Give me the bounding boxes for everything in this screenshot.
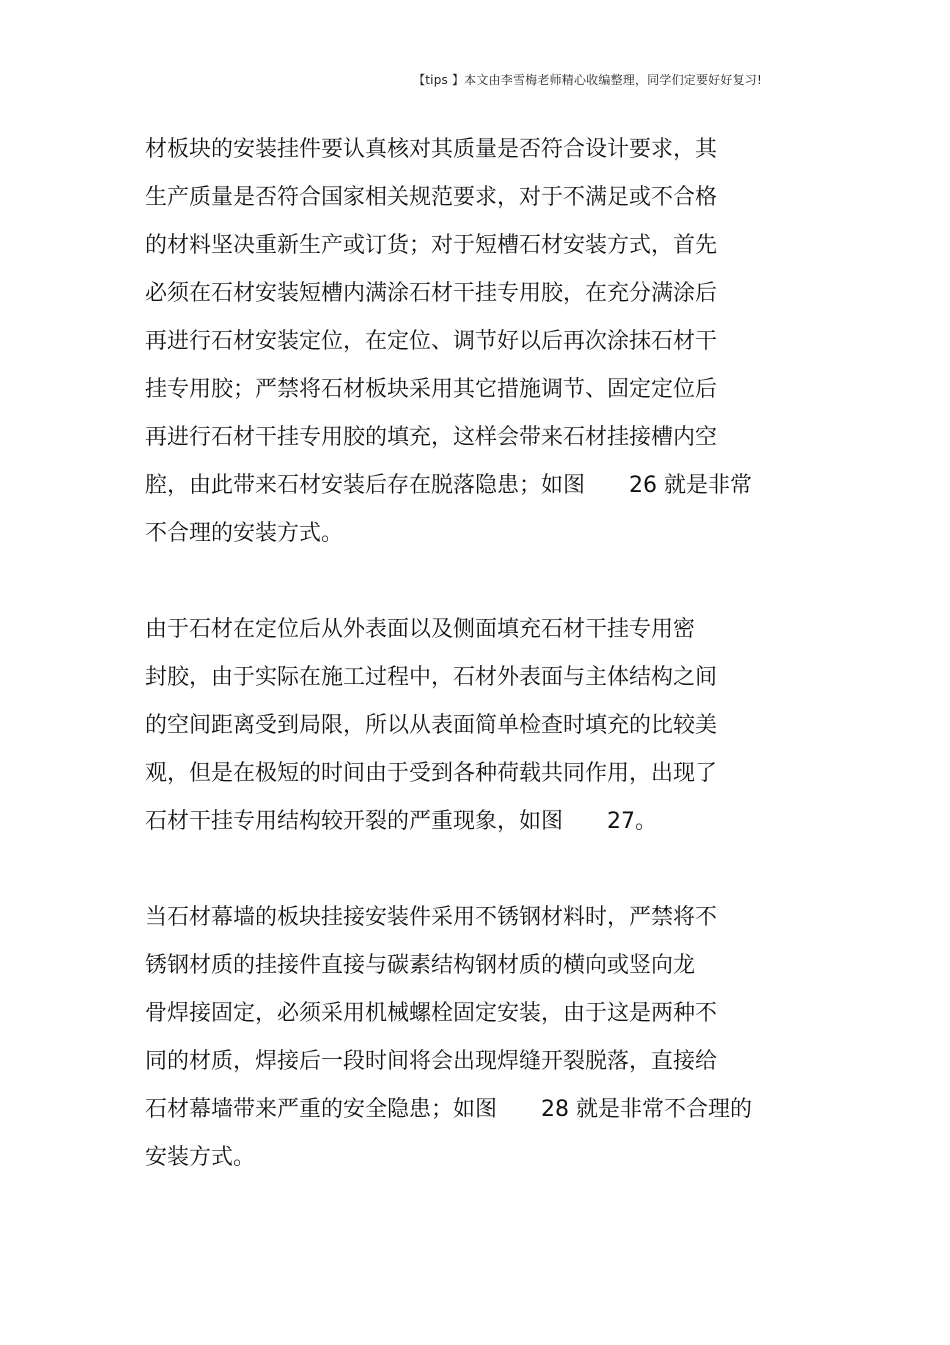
text-line: 观，但是在极短的时间由于受到各种荷载共同作用，出现了: [145, 761, 718, 786]
text-line: 同的材质，焊接后一段时间将会出现焊缝开裂脱落，直接给: [145, 1049, 718, 1074]
paragraph-1: [145, 126, 845, 558]
text-line: 材板块的安装挂件要认真核对其质量是否符合设计要求，其: [145, 137, 718, 162]
text-line: 石材干挂专用结构较开裂的严重现象，如图 27。: [145, 809, 657, 834]
paragraph-2: [145, 606, 845, 846]
text-line: 再进行石材干挂专用胶的填充，这样会带来石材挂接槽内空: [145, 425, 718, 450]
text-line: 腔，由此带来石材安装后存在脱落隐患；如图 26 就是非常: [145, 473, 752, 498]
text-line: 由于石材在定位后从外表面以及侧面填充石材干挂专用密: [145, 617, 696, 642]
paragraph-3: [145, 894, 845, 1182]
document-body: [145, 126, 845, 1182]
text-line: 安装方式。: [145, 1145, 256, 1170]
text-line: 不合理的安装方式。: [145, 521, 344, 546]
text-line: 封胶，由于实际在施工过程中，石材外表面与主体结构之间: [145, 665, 718, 690]
text-line: 生产质量是否符合国家相关规范要求，对于不满足或不合格: [145, 185, 718, 210]
text-line: 挂专用胶；严禁将石材板块采用其它措施调节、固定定位后: [145, 377, 718, 402]
text-line: 石材幕墙带来严重的安全隐患；如图 28 就是非常不合理的: [145, 1097, 752, 1122]
page-header-tip: 【tips 】本文由李雪梅老师精心收编整理，同学们定要好好复习!: [413, 73, 762, 87]
text-line: 锈钢材质的挂接件直接与碳素结构钢材质的横向或竖向龙: [145, 953, 696, 978]
text-line: 当石材幕墙的板块挂接安装件采用不锈钢材料时，严禁将不: [145, 905, 718, 930]
text-line: 必须在石材安装短槽内满涂石材干挂专用胶，在充分满涂后: [145, 281, 718, 306]
text-line: 再进行石材安装定位，在定位、调节好以后再次涂抹石材干: [145, 329, 718, 354]
text-line: 骨焊接固定，必须采用机械螺栓固定安装，由于这是两种不: [145, 1001, 718, 1026]
text-line: 的材料坚决重新生产或订货；对于短槽石材安装方式，首先: [145, 233, 718, 258]
text-line: 的空间距离受到局限，所以从表面简单检查时填充的比较美: [145, 713, 718, 738]
